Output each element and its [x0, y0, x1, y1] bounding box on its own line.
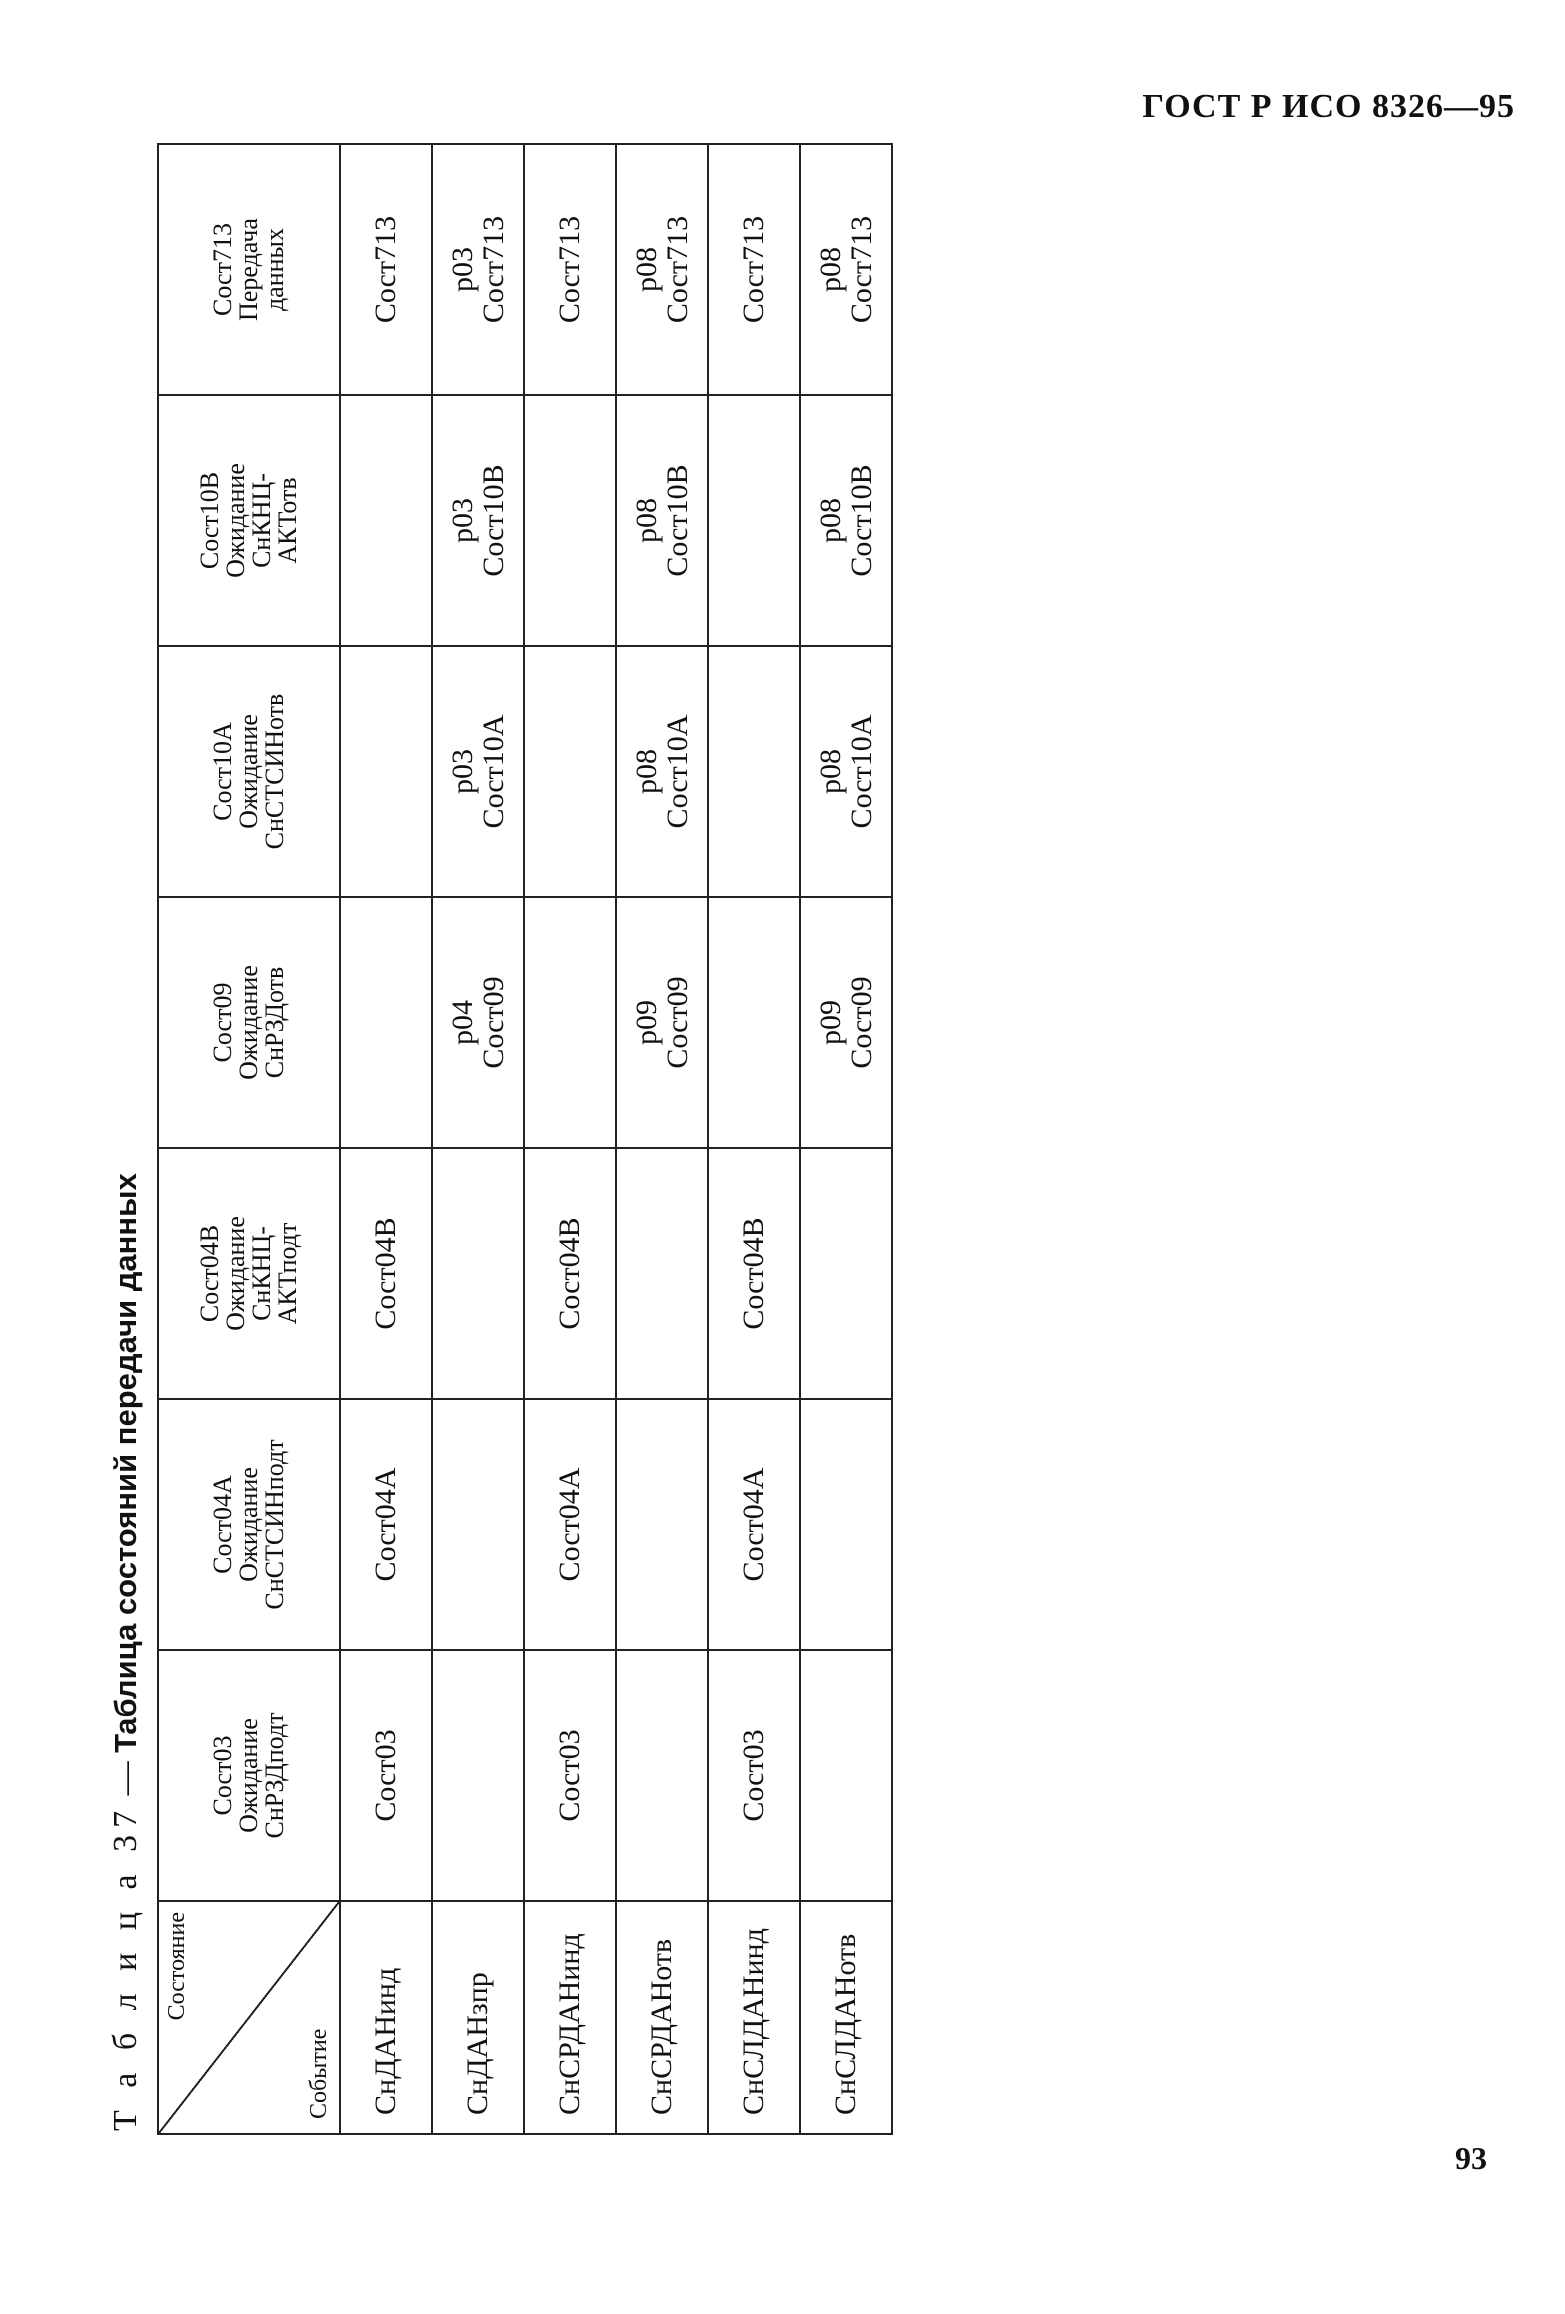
- transition-cell: [432, 144, 524, 395]
- transition-line: Сост713: [661, 215, 694, 324]
- corner-event-label: Событие: [306, 2028, 332, 2119]
- transition-cell: [432, 646, 524, 897]
- rotated-table-block: [95, 145, 1165, 2135]
- column-header-line: АКТотв: [273, 477, 302, 564]
- transition-cell: [708, 1650, 800, 1901]
- table-row: [708, 144, 800, 2134]
- corner-state-label: Состояние: [164, 1912, 190, 2021]
- transition-cell: [616, 395, 708, 646]
- table-row: [432, 144, 524, 2134]
- table-row: [340, 144, 432, 2134]
- transition-line: р08: [629, 247, 663, 292]
- transition-cell: [800, 646, 892, 897]
- transition-cell: [340, 1650, 432, 1901]
- column-header-line: Ожидание: [234, 1718, 263, 1833]
- transition-line: р03: [445, 749, 479, 794]
- transition-cell: [616, 1650, 708, 1901]
- transition-cell: [340, 646, 432, 897]
- transition-line: р09: [813, 1000, 847, 1045]
- column-header-line: Ожидание: [234, 1467, 263, 1582]
- document-code-header: ГОСТ Р ИСО 8326—95: [1142, 88, 1515, 125]
- column-header-line: СнКНЦ-: [247, 473, 276, 568]
- transition-line: р08: [813, 749, 847, 794]
- transition-cell: [524, 395, 616, 646]
- table-row: [524, 144, 616, 2134]
- column-header-line: Сост10В: [195, 471, 224, 570]
- transition-cell: [340, 144, 432, 395]
- column-header-6: [158, 395, 340, 646]
- column-header-line: Ожидание: [221, 463, 250, 578]
- transition-cell: [616, 144, 708, 395]
- transition-line: р08: [813, 247, 847, 292]
- column-header-line: Сост10А: [208, 722, 237, 821]
- transition-cell: [708, 897, 800, 1148]
- column-header-line: Сост03: [208, 1735, 237, 1816]
- transition-cell: [708, 144, 800, 395]
- transition-cell: [708, 1148, 800, 1399]
- column-header-2: [158, 1399, 340, 1650]
- table-body: [340, 144, 892, 2134]
- transition-cell: [800, 144, 892, 395]
- transition-line: р08: [629, 749, 663, 794]
- transition-line: Сост713: [737, 215, 771, 324]
- transition-line: Сост04А: [737, 1467, 771, 1582]
- column-header-line: Ожидание: [234, 714, 263, 829]
- transition-cell: [616, 897, 708, 1148]
- transition-line: Сост09: [661, 976, 694, 1069]
- transition-cell: [524, 646, 616, 897]
- transition-line: р08: [813, 498, 847, 543]
- transition-cell: [708, 1399, 800, 1650]
- transition-line: р09: [629, 1000, 663, 1045]
- column-header-line: Ожидание: [221, 1216, 250, 1331]
- transition-cell: [432, 395, 524, 646]
- transition-cell: [432, 897, 524, 1148]
- column-header-4: [158, 897, 340, 1148]
- transition-line: Сост04А: [369, 1467, 403, 1582]
- table-caption: [95, 145, 157, 2135]
- event-cell: СнСРДАНотв: [616, 1901, 708, 2134]
- transition-line: Сост713: [477, 215, 510, 324]
- transition-cell: [432, 1148, 524, 1399]
- transition-cell: [800, 1650, 892, 1901]
- column-header-line: Сост713: [208, 223, 237, 316]
- event-cell: СнСЛДАНотв: [800, 1901, 892, 2134]
- transition-line: Сост04В: [369, 1217, 403, 1330]
- transition-line: Сост03: [553, 1729, 587, 1822]
- transition-cell: [800, 1399, 892, 1650]
- corner-header-cell: [158, 1901, 340, 2134]
- transition-cell: [616, 1399, 708, 1650]
- transition-cell: [524, 1650, 616, 1901]
- transition-cell: [800, 897, 892, 1148]
- transition-cell: [432, 1399, 524, 1650]
- table-header-row: [158, 144, 340, 2134]
- transition-cell: [340, 1148, 432, 1399]
- transition-cell: [708, 646, 800, 897]
- transition-line: Сост09: [845, 976, 878, 1069]
- transition-line: Сост10В: [661, 464, 694, 577]
- transition-line: р03: [445, 498, 479, 543]
- column-header-line: Передача: [234, 218, 263, 321]
- transition-line: Сост04В: [553, 1217, 587, 1330]
- caption-dash: —: [107, 1752, 144, 1804]
- transition-line: Сост03: [737, 1729, 771, 1822]
- column-header-line: СнСТСИНотв: [260, 693, 289, 850]
- column-header-line: данных: [260, 227, 289, 312]
- table-row: [800, 144, 892, 2134]
- column-header-line: АКТподт: [273, 1222, 302, 1325]
- transition-cell: [800, 1148, 892, 1399]
- transition-line: Сост713: [369, 215, 403, 324]
- transition-line: Сост04А: [553, 1467, 587, 1582]
- corner-diagonal: [159, 1902, 339, 2133]
- table-number-label: Т а б л и ц а 37: [107, 1803, 144, 2131]
- transition-cell: [340, 395, 432, 646]
- transition-line: Сост10А: [477, 714, 510, 829]
- column-header-line: СнРЗДотв: [260, 966, 289, 1079]
- transition-line: р08: [629, 498, 663, 543]
- column-header-5: [158, 646, 340, 897]
- transition-line: Сост03: [369, 1729, 403, 1822]
- transition-cell: [616, 1148, 708, 1399]
- transition-cell: [524, 1399, 616, 1650]
- transition-cell: [524, 897, 616, 1148]
- column-header-7: [158, 144, 340, 395]
- transition-cell: [340, 1399, 432, 1650]
- column-header-line: Сост04В: [195, 1224, 224, 1323]
- column-header-3: [158, 1148, 340, 1399]
- event-cell: СнДАНзпр: [432, 1901, 524, 2134]
- transition-line: Сост713: [553, 215, 587, 324]
- event-cell: СнДАНинд: [340, 1901, 432, 2134]
- transition-cell: [800, 395, 892, 646]
- table-row: [616, 144, 708, 2134]
- transition-cell: [708, 395, 800, 646]
- event-cell: СнСРДАНинд: [524, 1901, 616, 2134]
- transition-line: р03: [445, 247, 479, 292]
- page-number: 93: [1455, 2140, 1487, 2176]
- transition-line: Сост10В: [845, 464, 878, 577]
- event-cell: СнСЛДАНинд: [708, 1901, 800, 2134]
- column-header-1: [158, 1650, 340, 1901]
- table-heading: Таблица состояний передачи данных: [108, 1173, 143, 1753]
- transition-line: Сост10В: [477, 464, 510, 577]
- transition-cell: [340, 897, 432, 1148]
- column-header-line: СнРЗДподт: [260, 1712, 289, 1839]
- column-header-line: Сост09: [208, 982, 237, 1063]
- transition-cell: [524, 144, 616, 395]
- column-header-line: Ожидание: [234, 965, 263, 1080]
- column-header-line: СнСТСИНподт: [260, 1439, 289, 1610]
- transition-cell: [616, 646, 708, 897]
- state-transition-table: [157, 143, 893, 2135]
- column-header-line: СнКНЦ-: [247, 1226, 276, 1321]
- transition-line: Сост10А: [845, 714, 878, 829]
- transition-cell: [432, 1650, 524, 1901]
- transition-line: Сост04В: [737, 1217, 771, 1330]
- transition-line: Сост10А: [661, 714, 694, 829]
- transition-line: Сост713: [845, 215, 878, 324]
- transition-cell: [524, 1148, 616, 1399]
- transition-line: Сост09: [477, 976, 510, 1069]
- transition-line: р04: [445, 1000, 479, 1045]
- column-header-line: Сост04А: [208, 1475, 237, 1574]
